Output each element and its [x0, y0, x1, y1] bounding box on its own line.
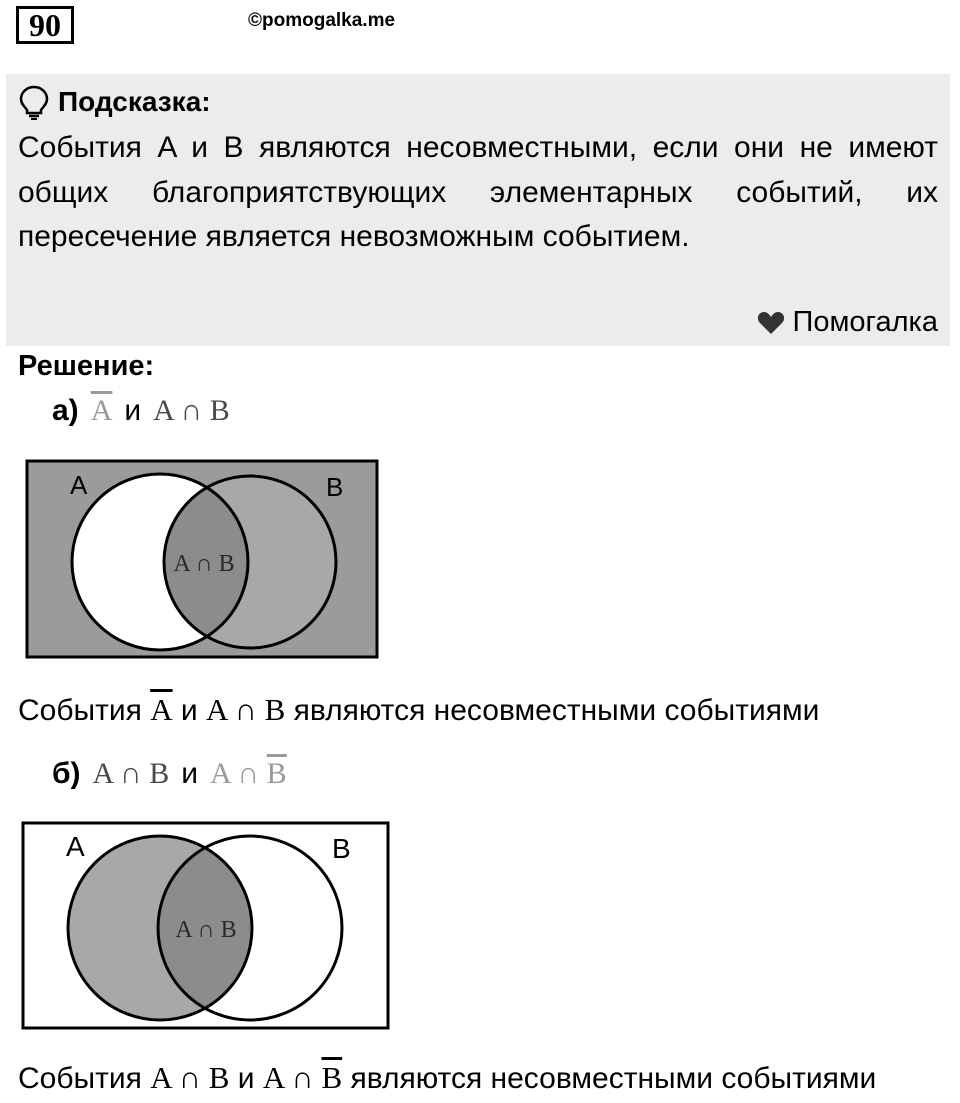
brand-name: Помогалка	[792, 306, 938, 338]
venn-diagram-b	[20, 820, 392, 1032]
site-watermark: ©pomogalka.me	[248, 10, 396, 31]
lightbulb-icon	[18, 84, 50, 120]
part-a-intersection: A ∩ B	[153, 394, 230, 427]
task-number: 90	[16, 6, 74, 44]
part-b-conclusion	[18, 1060, 876, 1096]
part-b-intersection-complement	[210, 757, 287, 791]
conclusion-b-mid: и	[229, 1062, 263, 1095]
conclusion-a-mid: и	[172, 694, 207, 727]
part-a-label: а)	[52, 394, 79, 427]
conclusion-a-sym1: $\overline{A}$	[150, 692, 173, 727]
intersection-label: A ∩ B	[173, 551, 235, 577]
part-b-intersection: A ∩ B	[92, 757, 170, 790]
part-b-conj: и	[181, 757, 198, 790]
hint-header	[18, 84, 211, 120]
heart-icon	[757, 311, 785, 335]
part-a-heading	[52, 394, 230, 428]
part-b-sym2-pre: A ∩	[209, 757, 267, 790]
hint-title: Подсказка:	[58, 86, 211, 117]
part-b-sym2-bar: $\overline{B}$	[266, 757, 287, 790]
label-b: B	[326, 472, 344, 502]
solution-title: Решение:	[18, 350, 155, 382]
conclusion-a-post: являются несовместными событиями	[285, 694, 820, 727]
conclusion-b-sym1: A ∩ B	[150, 1060, 230, 1095]
part-b-heading	[52, 757, 287, 791]
conclusion-a-sym2: A ∩ B	[206, 692, 286, 727]
brand	[757, 306, 938, 339]
part-b-label: б)	[52, 757, 81, 790]
label-b: B	[332, 833, 351, 864]
label-a: A	[66, 831, 85, 862]
label-a: A	[70, 470, 88, 500]
venn-diagram-a	[24, 458, 382, 662]
intersection-label: A ∩ B	[175, 917, 237, 943]
conclusion-b-sym2-pre: A ∩	[262, 1060, 322, 1095]
part-a-complement-a: $\overline{A}$	[90, 394, 113, 427]
conclusion-a-pre: События	[18, 694, 151, 727]
part-a-conclusion	[18, 692, 819, 728]
hint-text: События A и B являются несовместными, если они не имеют общих благоприятствующих элементарных событий, их пересечение является невозможным событием.	[18, 131, 938, 253]
part-a-conj: и	[124, 394, 142, 427]
conclusion-b-post: являются несовместными событиями	[342, 1062, 877, 1095]
conclusion-b-sym2-bar: $\overline{B}$	[321, 1060, 343, 1095]
conclusion-b-pre: События	[18, 1062, 151, 1095]
